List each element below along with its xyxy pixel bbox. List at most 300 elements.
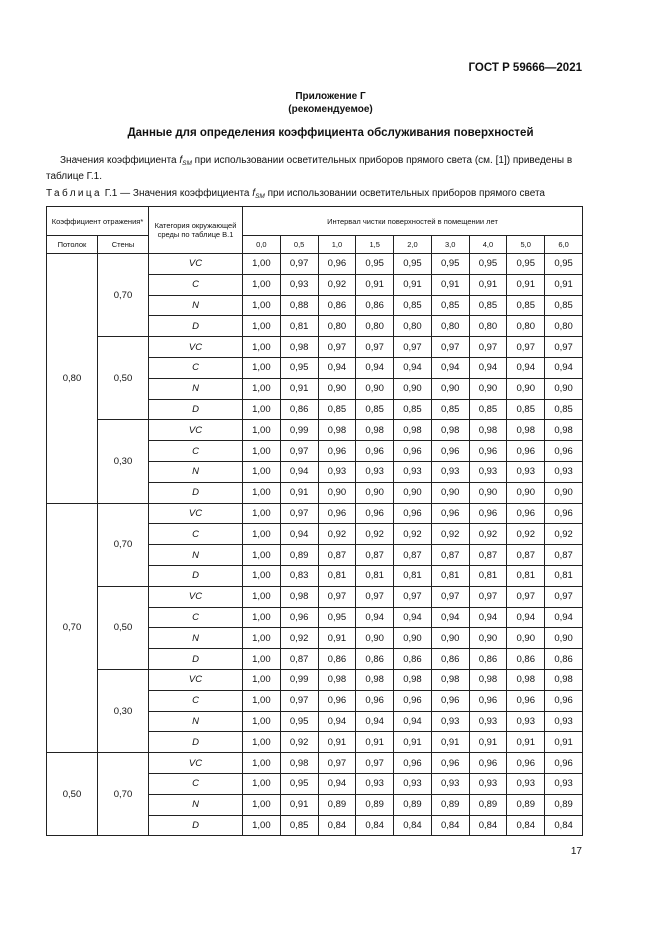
category-cell: N <box>149 711 243 732</box>
value-cell: 0,97 <box>280 441 318 462</box>
value-cell: 0,98 <box>356 420 394 441</box>
value-cell: 0,92 <box>469 524 507 545</box>
value-cell: 0,96 <box>469 441 507 462</box>
value-cell: 0,93 <box>356 461 394 482</box>
value-cell: 0,85 <box>431 295 469 316</box>
table-row <box>47 753 583 774</box>
value-cell: 0,85 <box>507 399 545 420</box>
category-cell: VC <box>149 254 243 275</box>
value-cell: 0,85 <box>280 815 318 836</box>
annex-status: (рекомендуемое) <box>288 104 373 115</box>
category-cell: C <box>149 690 243 711</box>
category-cell: D <box>149 482 243 503</box>
value-cell: 0,90 <box>394 482 432 503</box>
header-year: 1,0 <box>318 236 356 254</box>
value-cell: 1,00 <box>243 461 281 482</box>
value-cell: 0,97 <box>394 337 432 358</box>
category-cell: C <box>149 607 243 628</box>
value-cell: 0,92 <box>394 524 432 545</box>
value-cell: 0,89 <box>356 794 394 815</box>
value-cell: 0,90 <box>356 482 394 503</box>
value-cell: 0,81 <box>469 565 507 586</box>
header-year: 1,5 <box>356 236 394 254</box>
value-cell: 0,95 <box>280 711 318 732</box>
table-body <box>47 254 583 836</box>
value-cell: 1,00 <box>243 711 281 732</box>
value-cell: 0,96 <box>280 607 318 628</box>
value-cell: 0,91 <box>507 732 545 753</box>
value-cell: 0,94 <box>431 607 469 628</box>
header-year: 0,5 <box>280 236 318 254</box>
value-cell: 0,84 <box>394 815 432 836</box>
section-heading: Данные для определения коэффициента обслуживания поверхностей <box>127 127 534 139</box>
value-cell: 0,84 <box>545 815 583 836</box>
value-cell: 0,96 <box>318 690 356 711</box>
value-cell: 0,86 <box>356 295 394 316</box>
value-cell: 0,96 <box>431 753 469 774</box>
value-cell: 1,00 <box>243 607 281 628</box>
category-cell: D <box>149 732 243 753</box>
intro-paragraph <box>46 154 586 183</box>
header-year: 3,0 <box>431 236 469 254</box>
value-cell: 0,81 <box>507 565 545 586</box>
value-cell: 0,91 <box>280 378 318 399</box>
value-cell: 0,94 <box>318 357 356 378</box>
value-cell: 0,96 <box>545 503 583 524</box>
value-cell: 0,93 <box>356 773 394 794</box>
value-cell: 1,00 <box>243 586 281 607</box>
value-cell: 0,98 <box>431 669 469 690</box>
category-cell: N <box>149 545 243 566</box>
value-cell: 0,87 <box>507 545 545 566</box>
value-cell: 0,89 <box>469 794 507 815</box>
symbol-sub: SM <box>182 160 192 167</box>
value-cell: 0,96 <box>469 690 507 711</box>
category-cell: C <box>149 274 243 295</box>
header-year: 6,0 <box>545 236 583 254</box>
value-cell: 0,91 <box>469 274 507 295</box>
category-cell: VC <box>149 503 243 524</box>
category-cell: D <box>149 565 243 586</box>
value-cell: 1,00 <box>243 357 281 378</box>
value-cell: 1,00 <box>243 690 281 711</box>
caption-sub: SM <box>255 193 265 200</box>
value-cell: 0,96 <box>356 441 394 462</box>
value-cell: 0,97 <box>318 586 356 607</box>
value-cell: 0,95 <box>280 773 318 794</box>
value-cell: 0,84 <box>431 815 469 836</box>
value-cell: 0,81 <box>431 565 469 586</box>
value-cell: 0,98 <box>394 669 432 690</box>
value-cell: 0,91 <box>507 274 545 295</box>
value-cell: 0,95 <box>318 607 356 628</box>
value-cell: 0,93 <box>507 711 545 732</box>
value-cell: 0,94 <box>545 357 583 378</box>
wall-cell: 0,70 <box>98 254 149 337</box>
value-cell: 1,00 <box>243 441 281 462</box>
value-cell: 0,90 <box>318 378 356 399</box>
value-cell: 0,96 <box>318 503 356 524</box>
category-cell: N <box>149 794 243 815</box>
category-cell: C <box>149 357 243 378</box>
value-cell: 0,93 <box>507 461 545 482</box>
value-cell: 0,96 <box>394 690 432 711</box>
value-cell: 1,00 <box>243 732 281 753</box>
header-reflection: Коэффициент отражения* <box>47 207 149 236</box>
table-row <box>47 503 583 524</box>
value-cell: 0,85 <box>469 295 507 316</box>
category-cell: D <box>149 316 243 337</box>
page-number: 17 <box>570 846 582 857</box>
value-cell: 0,97 <box>507 586 545 607</box>
wall-cell: 0,50 <box>98 337 149 420</box>
table-row <box>47 586 583 607</box>
wall-cell: 0,70 <box>98 503 149 586</box>
value-cell: 0,89 <box>318 794 356 815</box>
category-cell: D <box>149 815 243 836</box>
value-cell: 0,97 <box>280 690 318 711</box>
value-cell: 0,92 <box>318 524 356 545</box>
value-cell: 0,93 <box>545 461 583 482</box>
value-cell: 1,00 <box>243 503 281 524</box>
value-cell: 0,95 <box>356 254 394 275</box>
value-cell: 0,91 <box>280 794 318 815</box>
value-cell: 0,96 <box>394 753 432 774</box>
value-cell: 0,96 <box>394 503 432 524</box>
value-cell: 0,94 <box>280 524 318 545</box>
value-cell: 0,90 <box>545 628 583 649</box>
wall-cell: 0,70 <box>98 753 149 836</box>
value-cell: 1,00 <box>243 815 281 836</box>
value-cell: 0,96 <box>507 503 545 524</box>
standard-designation: ГОСТ Р 59666—2021 <box>468 62 582 74</box>
value-cell: 0,92 <box>318 274 356 295</box>
value-cell: 0,98 <box>280 753 318 774</box>
value-cell: 1,00 <box>243 545 281 566</box>
value-cell: 0,85 <box>356 399 394 420</box>
value-cell: 1,00 <box>243 399 281 420</box>
value-cell: 0,97 <box>280 254 318 275</box>
value-cell: 0,90 <box>356 378 394 399</box>
table-row <box>47 420 583 441</box>
value-cell: 0,86 <box>545 649 583 670</box>
value-cell: 0,97 <box>356 586 394 607</box>
value-cell: 0,87 <box>469 545 507 566</box>
header-year: 2,0 <box>394 236 432 254</box>
value-cell: 0,92 <box>280 732 318 753</box>
value-cell: 0,96 <box>356 690 394 711</box>
value-cell: 0,93 <box>431 461 469 482</box>
value-cell: 0,93 <box>394 461 432 482</box>
header-year: 5,0 <box>507 236 545 254</box>
value-cell: 0,93 <box>469 461 507 482</box>
table-caption <box>46 188 545 200</box>
value-cell: 0,90 <box>507 378 545 399</box>
value-cell: 0,80 <box>394 316 432 337</box>
value-cell: 0,94 <box>318 711 356 732</box>
symbol-f: f <box>179 155 183 166</box>
value-cell: 0,89 <box>507 794 545 815</box>
value-cell: 0,96 <box>545 753 583 774</box>
value-cell: 0,94 <box>394 607 432 628</box>
value-cell: 0,96 <box>431 503 469 524</box>
wall-cell: 0,50 <box>98 586 149 669</box>
value-cell: 1,00 <box>243 524 281 545</box>
value-cell: 0,84 <box>507 815 545 836</box>
value-cell: 0,98 <box>545 420 583 441</box>
value-cell: 0,92 <box>507 524 545 545</box>
value-cell: 0,91 <box>356 732 394 753</box>
value-cell: 0,97 <box>545 337 583 358</box>
value-cell: 0,97 <box>280 503 318 524</box>
value-cell: 0,93 <box>469 711 507 732</box>
value-cell: 0,96 <box>507 753 545 774</box>
value-cell: 0,90 <box>469 482 507 503</box>
value-cell: 0,89 <box>431 794 469 815</box>
value-cell: 0,85 <box>394 295 432 316</box>
value-cell: 0,98 <box>280 586 318 607</box>
caption-before: — Значения коэффициента <box>117 188 253 199</box>
header-year: 0,0 <box>243 236 281 254</box>
value-cell: 0,98 <box>356 669 394 690</box>
value-cell: 1,00 <box>243 274 281 295</box>
value-cell: 0,85 <box>318 399 356 420</box>
value-cell: 0,91 <box>394 274 432 295</box>
value-cell: 0,87 <box>394 545 432 566</box>
value-cell: 0,94 <box>507 607 545 628</box>
category-cell: N <box>149 295 243 316</box>
value-cell: 0,91 <box>469 732 507 753</box>
value-cell: 0,94 <box>469 607 507 628</box>
value-cell: 0,87 <box>431 545 469 566</box>
value-cell: 0,96 <box>318 254 356 275</box>
value-cell: 0,97 <box>545 586 583 607</box>
paragraph-before: Значения коэффициента <box>60 155 180 166</box>
header-year: 4,0 <box>469 236 507 254</box>
value-cell: 0,97 <box>507 337 545 358</box>
value-cell: 0,94 <box>431 357 469 378</box>
value-cell: 1,00 <box>243 794 281 815</box>
value-cell: 0,99 <box>280 420 318 441</box>
value-cell: 0,93 <box>545 711 583 732</box>
value-cell: 0,97 <box>356 753 394 774</box>
value-cell: 0,89 <box>394 794 432 815</box>
value-cell: 0,87 <box>318 545 356 566</box>
value-cell: 0,92 <box>545 524 583 545</box>
category-cell: VC <box>149 420 243 441</box>
value-cell: 0,91 <box>431 732 469 753</box>
value-cell: 0,85 <box>394 399 432 420</box>
value-cell: 0,84 <box>318 815 356 836</box>
wall-cell: 0,30 <box>98 669 149 752</box>
value-cell: 0,80 <box>469 316 507 337</box>
value-cell: 0,97 <box>318 753 356 774</box>
value-cell: 1,00 <box>243 773 281 794</box>
value-cell: 0,87 <box>356 545 394 566</box>
value-cell: 0,95 <box>431 254 469 275</box>
value-cell: 0,98 <box>431 420 469 441</box>
caption-number: Г.1 <box>104 188 118 199</box>
value-cell: 0,96 <box>545 441 583 462</box>
ceiling-cell: 0,50 <box>47 753 98 836</box>
value-cell: 0,86 <box>469 649 507 670</box>
value-cell: 0,90 <box>507 628 545 649</box>
value-cell: 0,81 <box>545 565 583 586</box>
value-cell: 0,89 <box>545 794 583 815</box>
value-cell: 0,80 <box>545 316 583 337</box>
value-cell: 0,81 <box>280 316 318 337</box>
category-cell: N <box>149 628 243 649</box>
value-cell: 0,86 <box>431 649 469 670</box>
value-cell: 0,90 <box>394 628 432 649</box>
value-cell: 0,97 <box>356 337 394 358</box>
value-cell: 0,90 <box>545 378 583 399</box>
category-cell: VC <box>149 753 243 774</box>
value-cell: 0,98 <box>507 420 545 441</box>
value-cell: 0,81 <box>318 565 356 586</box>
value-cell: 0,91 <box>545 732 583 753</box>
value-cell: 0,99 <box>280 669 318 690</box>
value-cell: 0,81 <box>394 565 432 586</box>
value-cell: 1,00 <box>243 378 281 399</box>
value-cell: 0,97 <box>394 586 432 607</box>
value-cell: 0,93 <box>431 711 469 732</box>
value-cell: 0,90 <box>431 482 469 503</box>
value-cell: 0,93 <box>469 773 507 794</box>
value-cell: 0,96 <box>545 690 583 711</box>
value-cell: 0,84 <box>469 815 507 836</box>
value-cell: 0,89 <box>280 545 318 566</box>
value-cell: 0,96 <box>507 441 545 462</box>
value-cell: 0,96 <box>394 441 432 462</box>
value-cell: 0,86 <box>507 649 545 670</box>
value-cell: 0,96 <box>431 690 469 711</box>
value-cell: 0,94 <box>507 357 545 378</box>
category-cell: C <box>149 441 243 462</box>
header-interval: Интервал чистки поверхностей в помещении лет <box>243 207 583 236</box>
value-cell: 0,90 <box>545 482 583 503</box>
header-walls: Стены <box>98 236 149 254</box>
value-cell: 0,95 <box>507 254 545 275</box>
category-cell: D <box>149 649 243 670</box>
value-cell: 0,90 <box>356 628 394 649</box>
value-cell: 0,97 <box>431 586 469 607</box>
value-cell: 0,91 <box>431 274 469 295</box>
value-cell: 0,94 <box>394 357 432 378</box>
coefficient-table <box>46 206 583 836</box>
value-cell: 0,95 <box>280 357 318 378</box>
value-cell: 0,94 <box>394 711 432 732</box>
caption-after: при использовании осветительных приборов прямого света <box>264 188 545 199</box>
value-cell: 1,00 <box>243 669 281 690</box>
header-category: Категория окружающей среды по таблице В.1 <box>149 207 243 254</box>
caption-symbol: f <box>252 188 256 199</box>
value-cell: 1,00 <box>243 420 281 441</box>
value-cell: 0,84 <box>356 815 394 836</box>
ceiling-cell: 0,70 <box>47 503 98 753</box>
annex-title: Приложение Г <box>295 91 366 102</box>
value-cell: 0,90 <box>394 378 432 399</box>
value-cell: 0,90 <box>469 378 507 399</box>
value-cell: 1,00 <box>243 565 281 586</box>
value-cell: 0,98 <box>394 420 432 441</box>
value-cell: 0,80 <box>356 316 394 337</box>
category-cell: C <box>149 524 243 545</box>
value-cell: 0,91 <box>280 482 318 503</box>
value-cell: 0,85 <box>545 295 583 316</box>
value-cell: 0,95 <box>394 254 432 275</box>
value-cell: 0,80 <box>318 316 356 337</box>
wall-cell: 0,30 <box>98 420 149 503</box>
paragraph-after: при использовании осветительных приборов прямого света (см. [1]) приведены в таблице Г.1. <box>46 155 573 182</box>
value-cell: 0,97 <box>318 337 356 358</box>
value-cell: 0,95 <box>545 254 583 275</box>
value-cell: 1,00 <box>243 316 281 337</box>
header-ceiling: Потолок <box>47 236 98 254</box>
value-cell: 0,83 <box>280 565 318 586</box>
value-cell: 0,87 <box>280 649 318 670</box>
value-cell: 0,98 <box>545 669 583 690</box>
value-cell: 0,85 <box>507 295 545 316</box>
value-cell: 0,92 <box>356 524 394 545</box>
value-cell: 0,92 <box>431 524 469 545</box>
category-cell: N <box>149 378 243 399</box>
value-cell: 0,94 <box>356 357 394 378</box>
value-cell: 0,93 <box>545 773 583 794</box>
value-cell: 0,93 <box>394 773 432 794</box>
value-cell: 0,86 <box>318 649 356 670</box>
value-cell: 0,93 <box>280 274 318 295</box>
ceiling-cell: 0,80 <box>47 254 98 504</box>
value-cell: 0,97 <box>469 337 507 358</box>
category-cell: VC <box>149 337 243 358</box>
value-cell: 0,94 <box>318 773 356 794</box>
value-cell: 0,90 <box>469 628 507 649</box>
value-cell: 0,91 <box>356 274 394 295</box>
value-cell: 0,91 <box>318 628 356 649</box>
table-row <box>47 337 583 358</box>
value-cell: 0,92 <box>280 628 318 649</box>
value-cell: 1,00 <box>243 753 281 774</box>
value-cell: 0,90 <box>318 482 356 503</box>
category-cell: C <box>149 773 243 794</box>
value-cell: 0,80 <box>507 316 545 337</box>
value-cell: 1,00 <box>243 337 281 358</box>
table-row <box>47 254 583 275</box>
category-cell: D <box>149 399 243 420</box>
value-cell: 1,00 <box>243 254 281 275</box>
value-cell: 0,93 <box>507 773 545 794</box>
value-cell: 0,91 <box>318 732 356 753</box>
table-row <box>47 669 583 690</box>
value-cell: 0,94 <box>356 607 394 628</box>
value-cell: 0,86 <box>394 649 432 670</box>
value-cell: 0,98 <box>469 669 507 690</box>
value-cell: 0,88 <box>280 295 318 316</box>
value-cell: 0,96 <box>318 441 356 462</box>
category-cell: N <box>149 461 243 482</box>
value-cell: 0,98 <box>318 669 356 690</box>
value-cell: 1,00 <box>243 295 281 316</box>
value-cell: 0,96 <box>356 503 394 524</box>
value-cell: 0,98 <box>318 420 356 441</box>
value-cell: 0,94 <box>469 357 507 378</box>
value-cell: 0,91 <box>394 732 432 753</box>
value-cell: 0,95 <box>469 254 507 275</box>
value-cell: 0,94 <box>280 461 318 482</box>
value-cell: 0,81 <box>356 565 394 586</box>
value-cell: 0,90 <box>431 628 469 649</box>
